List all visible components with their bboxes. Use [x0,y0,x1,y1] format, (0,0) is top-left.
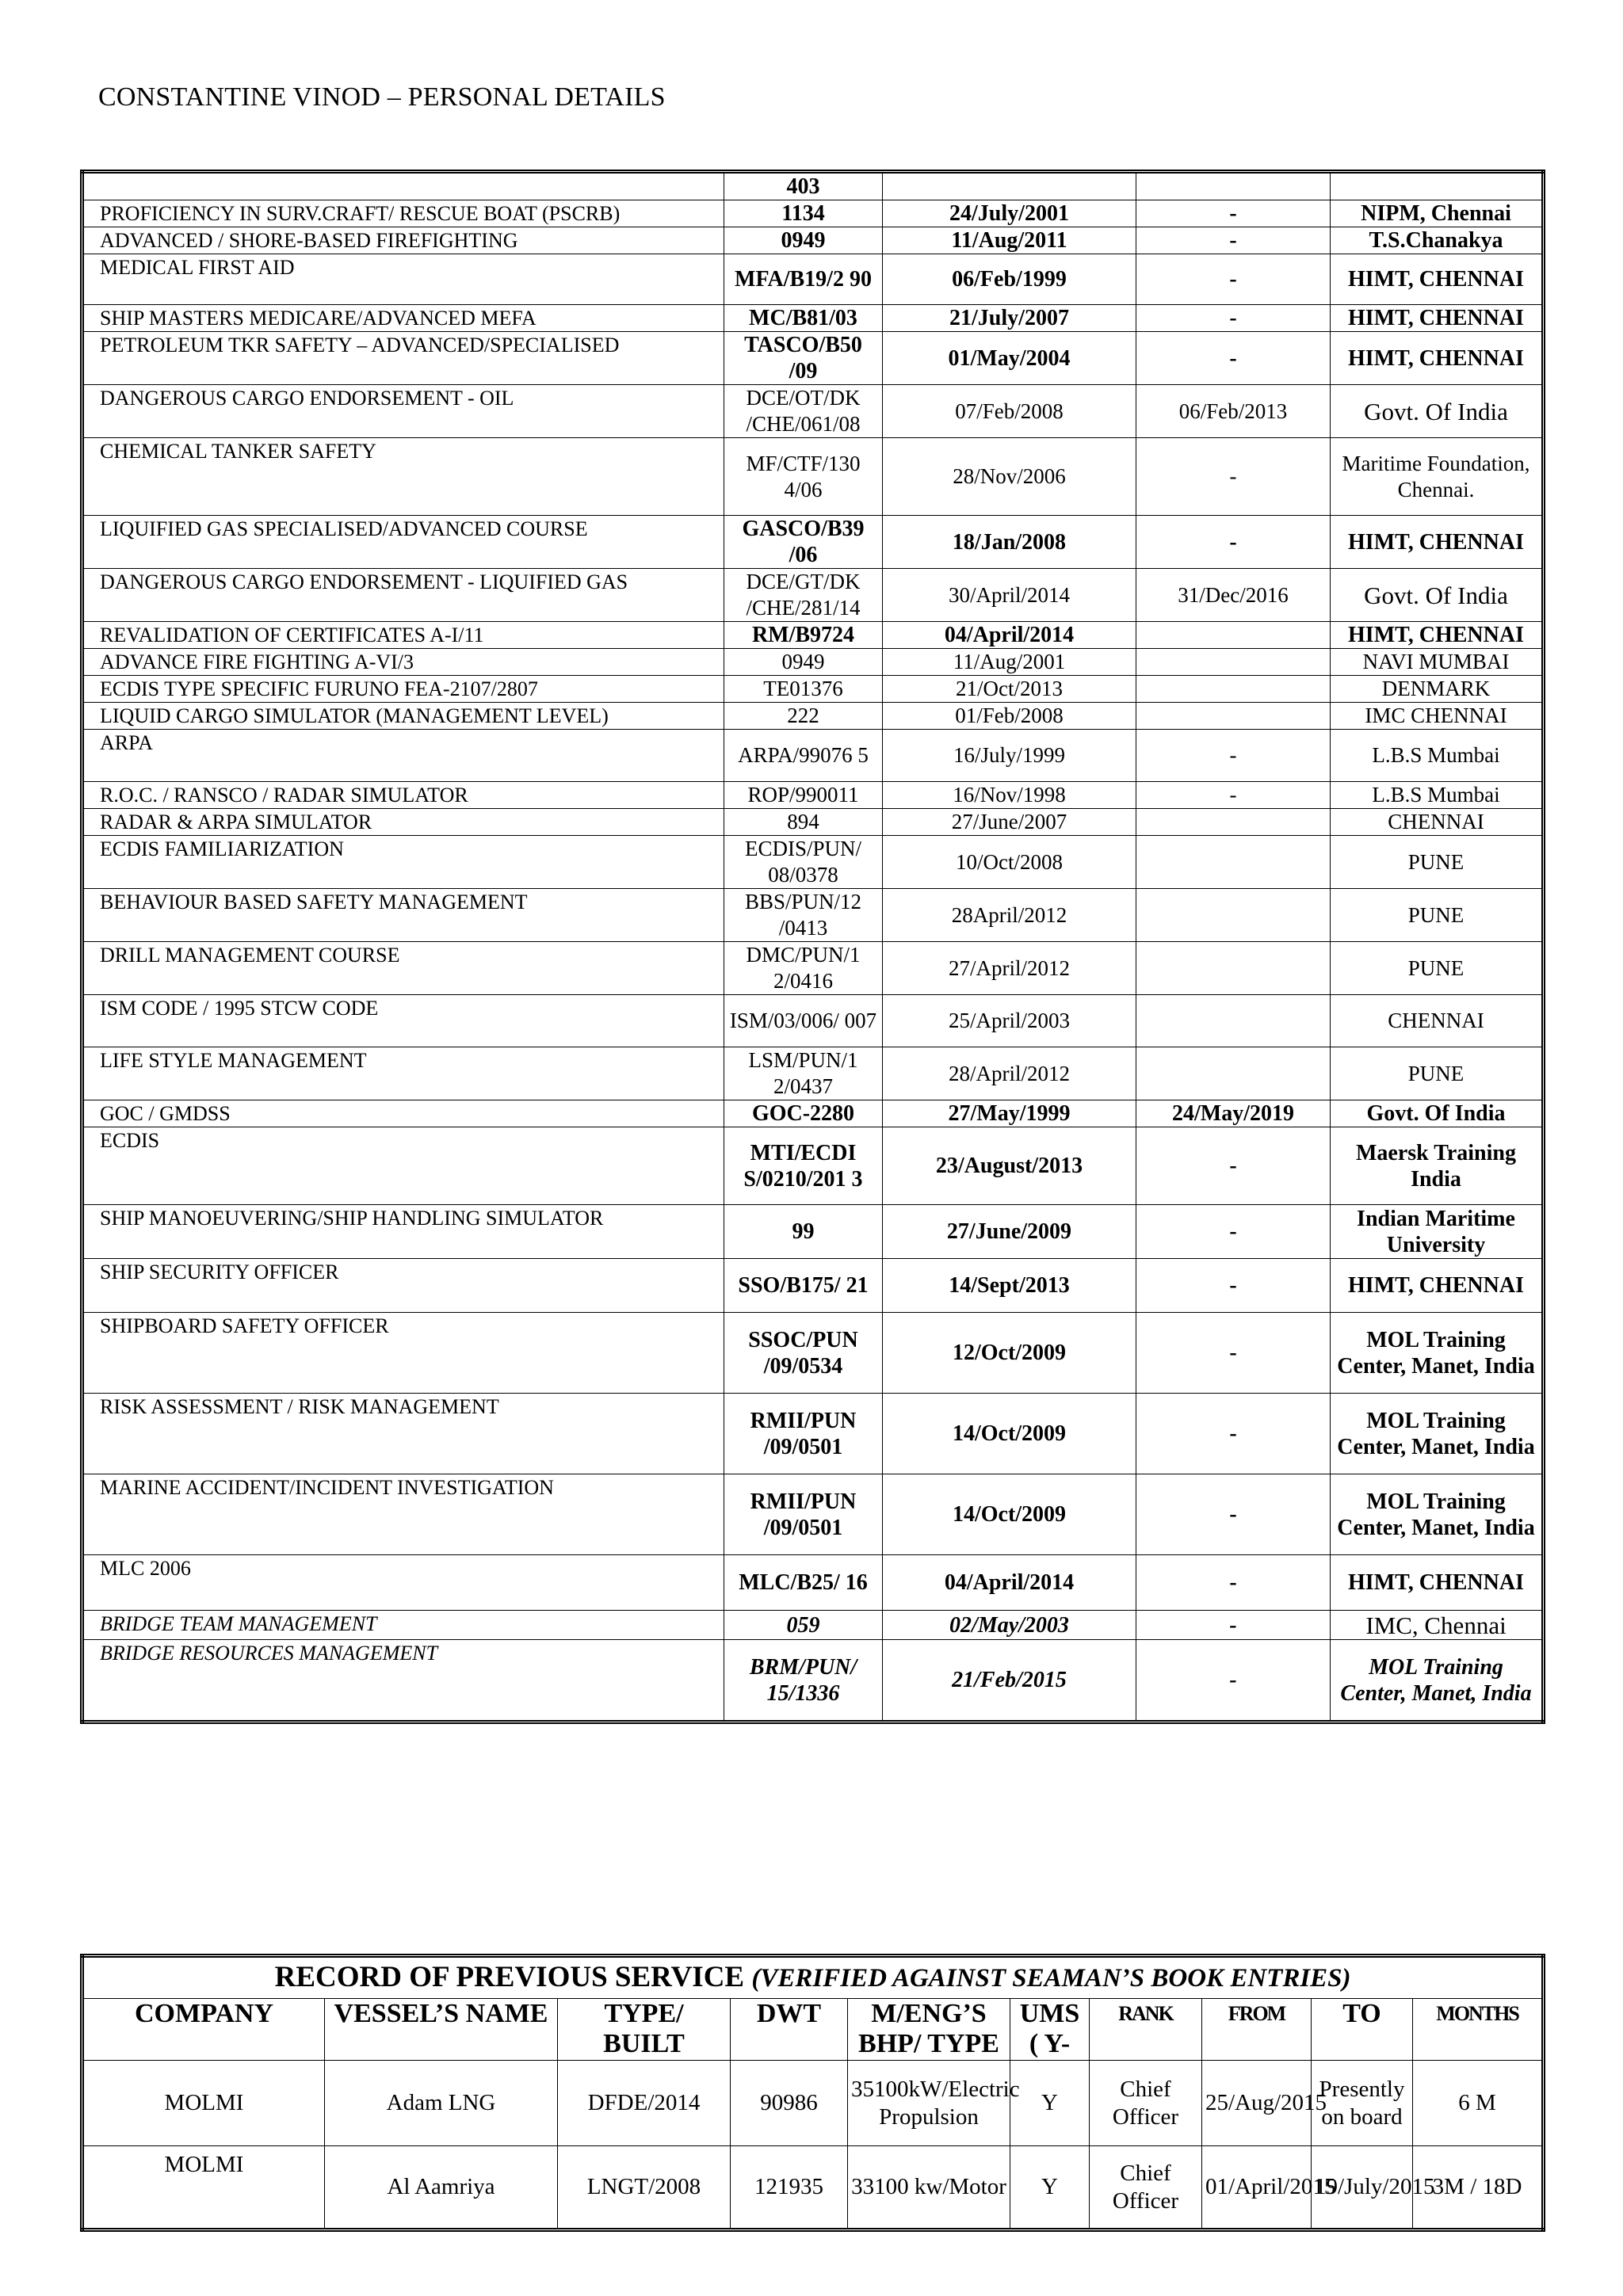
service-company: MOLMI [82,2146,325,2230]
expiry-date: - [1136,730,1331,782]
certificate-row [82,649,1544,676]
expiry-date [1136,1047,1331,1100]
course-name: PROFICIENCY IN SURV.CRAFT/ RESCUE BOAT (PSCRB) [82,200,724,227]
issuing-authority: PUNE [1331,836,1544,889]
issue-date: 14/Sept/2013 [883,1259,1136,1313]
header-engine-type: M/ENG’S BHP/ TYPE [848,1999,1010,2061]
certificate-row [82,809,1544,836]
course-name: GOC / GMDSS [82,1100,724,1127]
course-name: PETROLEUM TKR SAFETY – ADVANCED/SPECIALISED [82,332,724,385]
certificate-row [82,172,1544,200]
issuing-authority: Govt. Of India [1331,1100,1544,1127]
issue-date: 04/April/2014 [883,1555,1136,1611]
certificate-row [82,569,1544,622]
certificate-number: 1134 [724,200,883,227]
issue-date: 21/July/2007 [883,305,1136,332]
header-type-built: TYPE/ BUILT [558,1999,731,2061]
expiry-date: 06/Feb/2013 [1136,385,1331,438]
certificate-number: ISM/03/006/ 007 [724,995,883,1047]
issuing-authority: L.B.S Mumbai [1331,782,1544,809]
issuing-authority: MOL Training Center, Manet, India [1331,1474,1544,1555]
expiry-date: - [1136,1640,1331,1722]
course-name: REVALIDATION OF CERTIFICATES A-I/11 [82,622,724,649]
service-months: 3M / 18D [1413,2146,1544,2230]
course-name: BRIDGE RESOURCES MANAGEMENT [82,1640,724,1722]
issuing-authority: Govt. Of India [1331,569,1544,622]
issuing-authority: DENMARK [1331,676,1544,703]
course-name: LIQUIFIED GAS SPECIALISED/ADVANCED COURSE [82,516,724,569]
course-name: MARINE ACCIDENT/INCIDENT INVESTIGATION [82,1474,724,1555]
certificate-row [82,227,1544,254]
certificate-number: 0949 [724,649,883,676]
issue-date: 23/August/2013 [883,1127,1136,1205]
issuing-authority: NAVI MUMBAI [1331,649,1544,676]
issuing-authority: L.B.S Mumbai [1331,730,1544,782]
certificate-number: 222 [724,703,883,730]
issuing-authority: MOL Training Center, Manet, India [1331,1313,1544,1394]
certificate-number: ROP/990011 [724,782,883,809]
expiry-date [1136,649,1331,676]
course-name [82,172,724,200]
service-to: 19/July/2015 [1312,2146,1413,2230]
certificate-number: MF/CTF/130 4/06 [724,438,883,516]
issuing-authority: NIPM, Chennai [1331,200,1544,227]
expiry-date: - [1136,1205,1331,1259]
expiry-date: - [1136,1259,1331,1313]
expiry-date: - [1136,438,1331,516]
service-months: 6 M [1413,2061,1544,2146]
expiry-date [1136,889,1331,942]
expiry-date [1136,942,1331,995]
course-name: R.O.C. / RANSCO / RADAR SIMULATOR [82,782,724,809]
issuing-authority: Maersk Training India [1331,1127,1544,1205]
issue-date [883,172,1136,200]
issue-date: 10/Oct/2008 [883,836,1136,889]
header-rank: RANK [1090,1999,1202,2061]
certificate-number: DMC/PUN/1 2/0416 [724,942,883,995]
issuing-authority: HIMT, CHENNAI [1331,1259,1544,1313]
expiry-date [1136,809,1331,836]
certificate-row [82,889,1544,942]
expiry-date: - [1136,1127,1331,1205]
certificate-row [82,305,1544,332]
issuing-authority: HIMT, CHENNAI [1331,622,1544,649]
service-from: 01/April/2015 [1202,2146,1312,2230]
course-name: LIQUID CARGO SIMULATOR (MANAGEMENT LEVEL) [82,703,724,730]
course-name: SHIP SECURITY OFFICER [82,1259,724,1313]
expiry-date: - [1136,516,1331,569]
issuing-authority: PUNE [1331,889,1544,942]
course-name: ADVANCED / SHORE-BASED FIREFIGHTING [82,227,724,254]
certificate-row [82,200,1544,227]
course-name: RISK ASSESSMENT / RISK MANAGEMENT [82,1394,724,1474]
issue-date: 16/July/1999 [883,730,1136,782]
expiry-date: - [1136,254,1331,305]
service-ums: Y [1010,2061,1090,2146]
issuing-authority: CHENNAI [1331,995,1544,1047]
certificate-number: 0949 [724,227,883,254]
course-name: ECDIS FAMILIARIZATION [82,836,724,889]
header-vessel-name: VESSEL’S NAME [325,1999,558,2061]
issue-date: 14/Oct/2009 [883,1394,1136,1474]
service-record-table [80,1954,1545,2232]
course-name: MLC 2006 [82,1555,724,1611]
expiry-date [1136,172,1331,200]
issuing-authority: CHENNAI [1331,809,1544,836]
header-dwt: DWT [731,1999,848,2061]
certificate-number: 99 [724,1205,883,1259]
issue-date: 16/Nov/1998 [883,782,1136,809]
service-rank: Chief Officer [1090,2146,1202,2230]
issuing-authority: HIMT, CHENNAI [1331,332,1544,385]
issue-date: 27/June/2009 [883,1205,1136,1259]
course-name: LIFE STYLE MANAGEMENT [82,1047,724,1100]
issue-date: 18/Jan/2008 [883,516,1136,569]
course-name: ISM CODE / 1995 STCW CODE [82,995,724,1047]
course-name: SHIP MANOEUVERING/SHIP HANDLING SIMULATOR [82,1205,724,1259]
certificate-number: RMII/PUN /09/0501 [724,1394,883,1474]
certificate-number: 403 [724,172,883,200]
issue-date: 12/Oct/2009 [883,1313,1136,1394]
certificate-row [82,254,1544,305]
issue-date: 01/Feb/2008 [883,703,1136,730]
certificate-row [82,1127,1544,1205]
issuing-authority: Indian Maritime University [1331,1205,1544,1259]
expiry-date: - [1136,305,1331,332]
issue-date: 01/May/2004 [883,332,1136,385]
expiry-date: - [1136,1555,1331,1611]
issue-date: 28/April/2012 [883,1047,1136,1100]
course-name: SHIP MASTERS MEDICARE/ADVANCED MEFA [82,305,724,332]
certificate-row [82,942,1544,995]
certificate-number: TASCO/B50 /09 [724,332,883,385]
certificate-row [82,1474,1544,1555]
page-title: CONSTANTINE VINOD – PERSONAL DETAILS [98,82,666,112]
expiry-date [1136,676,1331,703]
certificate-row [82,676,1544,703]
issue-date: 27/June/2007 [883,809,1136,836]
issue-date: 28/Nov/2006 [883,438,1136,516]
certificate-number: 059 [724,1611,883,1640]
service-row [82,2146,1544,2230]
issue-date: 27/May/1999 [883,1100,1136,1127]
expiry-date: - [1136,1611,1331,1640]
issuing-authority: Govt. Of India [1331,385,1544,438]
course-name: ECDIS TYPE SPECIFIC FURUNO FEA-2107/2807 [82,676,724,703]
service-company: MOLMI [82,2061,325,2146]
course-name: CHEMICAL TANKER SAFETY [82,438,724,516]
service-type: DFDE/2014 [558,2061,731,2146]
course-name: ADVANCE FIRE FIGHTING A-VI/3 [82,649,724,676]
expiry-date [1136,836,1331,889]
certificate-number: ARPA/99076 5 [724,730,883,782]
issuing-authority: MOL Training Center, Manet, India [1331,1640,1544,1722]
expiry-date: - [1136,782,1331,809]
certificate-number: BRM/PUN/ 15/1336 [724,1640,883,1722]
issuing-authority: T.S.Chanakya [1331,227,1544,254]
expiry-date: - [1136,332,1331,385]
certificate-number: ECDIS/PUN/ 08/0378 [724,836,883,889]
expiry-date: - [1136,227,1331,254]
issuing-authority: HIMT, CHENNAI [1331,516,1544,569]
issue-date: 02/May/2003 [883,1611,1136,1640]
expiry-date: - [1136,1394,1331,1474]
expiry-date [1136,703,1331,730]
service-to: Presently on board [1312,2061,1413,2146]
certificate-row [82,1611,1544,1640]
issue-date: 21/Feb/2015 [883,1640,1136,1722]
service-type: LNGT/2008 [558,2146,731,2230]
certificate-number: MLC/B25/ 16 [724,1555,883,1611]
expiry-date: 31/Dec/2016 [1136,569,1331,622]
issuing-authority: IMC, Chennai [1331,1611,1544,1640]
certificate-row [82,1047,1544,1100]
certificate-row [82,332,1544,385]
issue-date: 11/Aug/2001 [883,649,1136,676]
issuing-authority: PUNE [1331,1047,1544,1100]
certificate-number: LSM/PUN/1 2/0437 [724,1047,883,1100]
certificate-row [82,385,1544,438]
certificate-number: GASCO/B39 /06 [724,516,883,569]
course-name: SHIPBOARD SAFETY OFFICER [82,1313,724,1394]
issue-date: 21/Oct/2013 [883,676,1136,703]
course-name: BEHAVIOUR BASED SAFETY MANAGEMENT [82,889,724,942]
service-engine: 33100 kw/Motor [848,2146,1010,2230]
expiry-date: - [1136,1474,1331,1555]
certificates-table [80,170,1545,1724]
expiry-date: - [1136,200,1331,227]
header-ums: UMS ( Y- [1010,1999,1090,2061]
issue-date: 06/Feb/1999 [883,254,1136,305]
issue-date: 25/April/2003 [883,995,1136,1047]
course-name: BRIDGE TEAM MANAGEMENT [82,1611,724,1640]
course-name: ECDIS [82,1127,724,1205]
certificate-row [82,703,1544,730]
service-record-title [82,1956,1544,1999]
expiry-date: - [1136,1313,1331,1394]
service-dwt: 90986 [731,2061,848,2146]
service-dwt: 121935 [731,2146,848,2230]
certificate-number: TE01376 [724,676,883,703]
certificate-number: GOC-2280 [724,1100,883,1127]
certificate-number: RM/B9724 [724,622,883,649]
certificate-row [82,1394,1544,1474]
expiry-date: 24/May/2019 [1136,1100,1331,1127]
course-name: DANGEROUS CARGO ENDORSEMENT - LIQUIFIED GAS [82,569,724,622]
certificate-number: 894 [724,809,883,836]
issue-date: 14/Oct/2009 [883,1474,1136,1555]
certificate-number: SSOC/PUN /09/0534 [724,1313,883,1394]
course-name: MEDICAL FIRST AID [82,254,724,305]
certificate-row [82,1205,1544,1259]
certificate-row [82,438,1544,516]
certificate-number: RMII/PUN /09/0501 [724,1474,883,1555]
service-engine: 35100kW/Electric Propulsion [848,2061,1010,2146]
issuing-authority: IMC CHENNAI [1331,703,1544,730]
certificate-row [82,622,1544,649]
course-name: ARPA [82,730,724,782]
certificate-number: DCE/OT/DK /CHE/061/08 [724,385,883,438]
certificate-row [82,1313,1544,1394]
certificate-row [82,782,1544,809]
certificate-row [82,516,1544,569]
issue-date: 04/April/2014 [883,622,1136,649]
header-from: FROM [1202,1999,1312,2061]
certificate-row [82,1555,1544,1611]
header-to: TO [1312,1999,1413,2061]
certificate-row [82,1100,1544,1127]
issue-date: 11/Aug/2011 [883,227,1136,254]
issuing-authority: HIMT, CHENNAI [1331,254,1544,305]
issuing-authority [1331,172,1544,200]
certificate-number: MFA/B19/2 90 [724,254,883,305]
issue-date: 07/Feb/2008 [883,385,1136,438]
expiry-date [1136,622,1331,649]
issue-date: 28April/2012 [883,889,1136,942]
service-vessel: Al Aamriya [325,2146,558,2230]
certificate-number: SSO/B175/ 21 [724,1259,883,1313]
issue-date: 24/July/2001 [883,200,1136,227]
certificate-number: MC/B81/03 [724,305,883,332]
service-row [82,2061,1544,2146]
service-ums: Y [1010,2146,1090,2230]
service-vessel: Adam LNG [325,2061,558,2146]
course-name: DANGEROUS CARGO ENDORSEMENT - OIL [82,385,724,438]
service-subtitle-text: (VERIFIED AGAINST SEAMAN’S BOOK ENTRIES) [751,1964,1351,1993]
issue-date: 27/April/2012 [883,942,1136,995]
certificate-number: BBS/PUN/12 /0413 [724,889,883,942]
certificate-row [82,1259,1544,1313]
issue-date: 30/April/2014 [883,569,1136,622]
service-title-text: RECORD OF PREVIOUS SERVICE [274,1961,745,1993]
issuing-authority: Maritime Foundation, Chennai. [1331,438,1544,516]
course-name: RADAR & ARPA SIMULATOR [82,809,724,836]
certificate-row [82,730,1544,782]
certificate-row [82,836,1544,889]
course-name: DRILL MANAGEMENT COURSE [82,942,724,995]
issuing-authority: HIMT, CHENNAI [1331,305,1544,332]
issuing-authority: HIMT, CHENNAI [1331,1555,1544,1611]
certificate-row [82,995,1544,1047]
issuing-authority: MOL Training Center, Manet, India [1331,1394,1544,1474]
certificate-number: MTI/ECDI S/0210/201 3 [724,1127,883,1205]
certificate-number: DCE/GT/DK /CHE/281/14 [724,569,883,622]
header-months: MONTHS [1413,1999,1544,2061]
service-from: 25/Aug/2015 [1202,2061,1312,2146]
service-rank: Chief Officer [1090,2061,1202,2146]
expiry-date [1136,995,1331,1047]
issuing-authority: PUNE [1331,942,1544,995]
certificate-row [82,1640,1544,1722]
header-company: COMPANY [82,1999,325,2061]
